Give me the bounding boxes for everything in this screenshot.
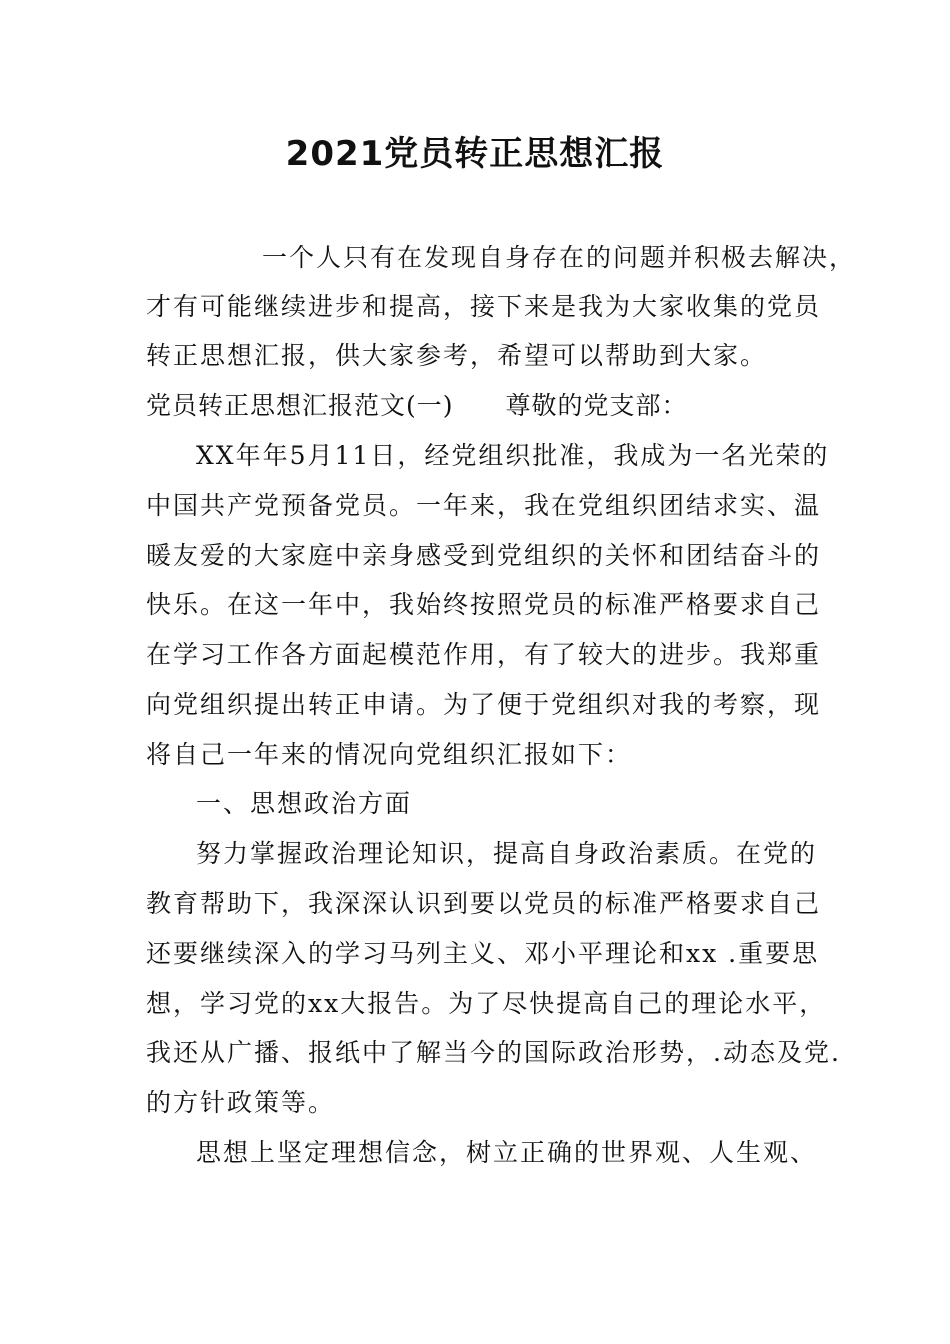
section-heading-line: 党员转正思想汇报范文(一) 尊敬的党支部： — [146, 391, 688, 420]
paragraph-line: XX年年5月11日，经党组织批准，我成为一名光荣的 — [196, 441, 830, 470]
paragraph-line: 还要继续深入的学习马列主义、邓小平理论和xx .重要思 — [146, 939, 820, 968]
paragraph-line: 想，学习党的xx大报告。为了尽快提高自己的理论水平， — [146, 989, 827, 1018]
paragraph-line: 向党组织提出转正申请。为了便于党组织对我的考察，现 — [146, 690, 822, 719]
paragraph-line: 我还从广播、报纸中了解当今的国际政治形势，.动态及党. — [146, 1038, 841, 1067]
paragraph-line: 转正思想汇报，供大家参考，希望可以帮助到大家。 — [146, 341, 768, 370]
paragraph-line: 才有可能继续进步和提高，接下来是我为大家收集的党员 — [146, 292, 822, 321]
paragraph-line: 在学习工作各方面起模范作用，有了较大的进步。我郑重 — [146, 640, 822, 669]
paragraph-line: 思想上坚定理想信念，树立正确的世界观、人生观、 — [196, 1138, 818, 1167]
paragraph-line: 暖友爱的大家庭中亲身感受到党组织的关怀和团结奋斗的 — [146, 541, 822, 570]
paragraph-line: 教育帮助下，我深深认识到要以党员的标准严格要求自己 — [146, 889, 822, 918]
paragraph-line: 努力掌握政治理论知识，提高自身政治素质。在党的 — [196, 839, 818, 868]
document-title: 2021党员转正思想汇报 — [285, 134, 665, 174]
paragraph-line: 中国共产党预备党员。一年来，我在党组织团结求实、温 — [146, 491, 822, 520]
paragraph-line: 的方针政策等。 — [146, 1088, 336, 1117]
paragraph-line: 快乐。在这一年中，我始终按照党员的标准严格要求自己 — [146, 590, 822, 619]
paragraph-line: 将自己一年来的情况向党组织汇报如下： — [146, 740, 633, 769]
paragraph-line: 一个人只有在发现自身存在的问题并积极去解决， — [262, 243, 857, 272]
subheading-line: 一、思想政治方面 — [196, 789, 413, 818]
